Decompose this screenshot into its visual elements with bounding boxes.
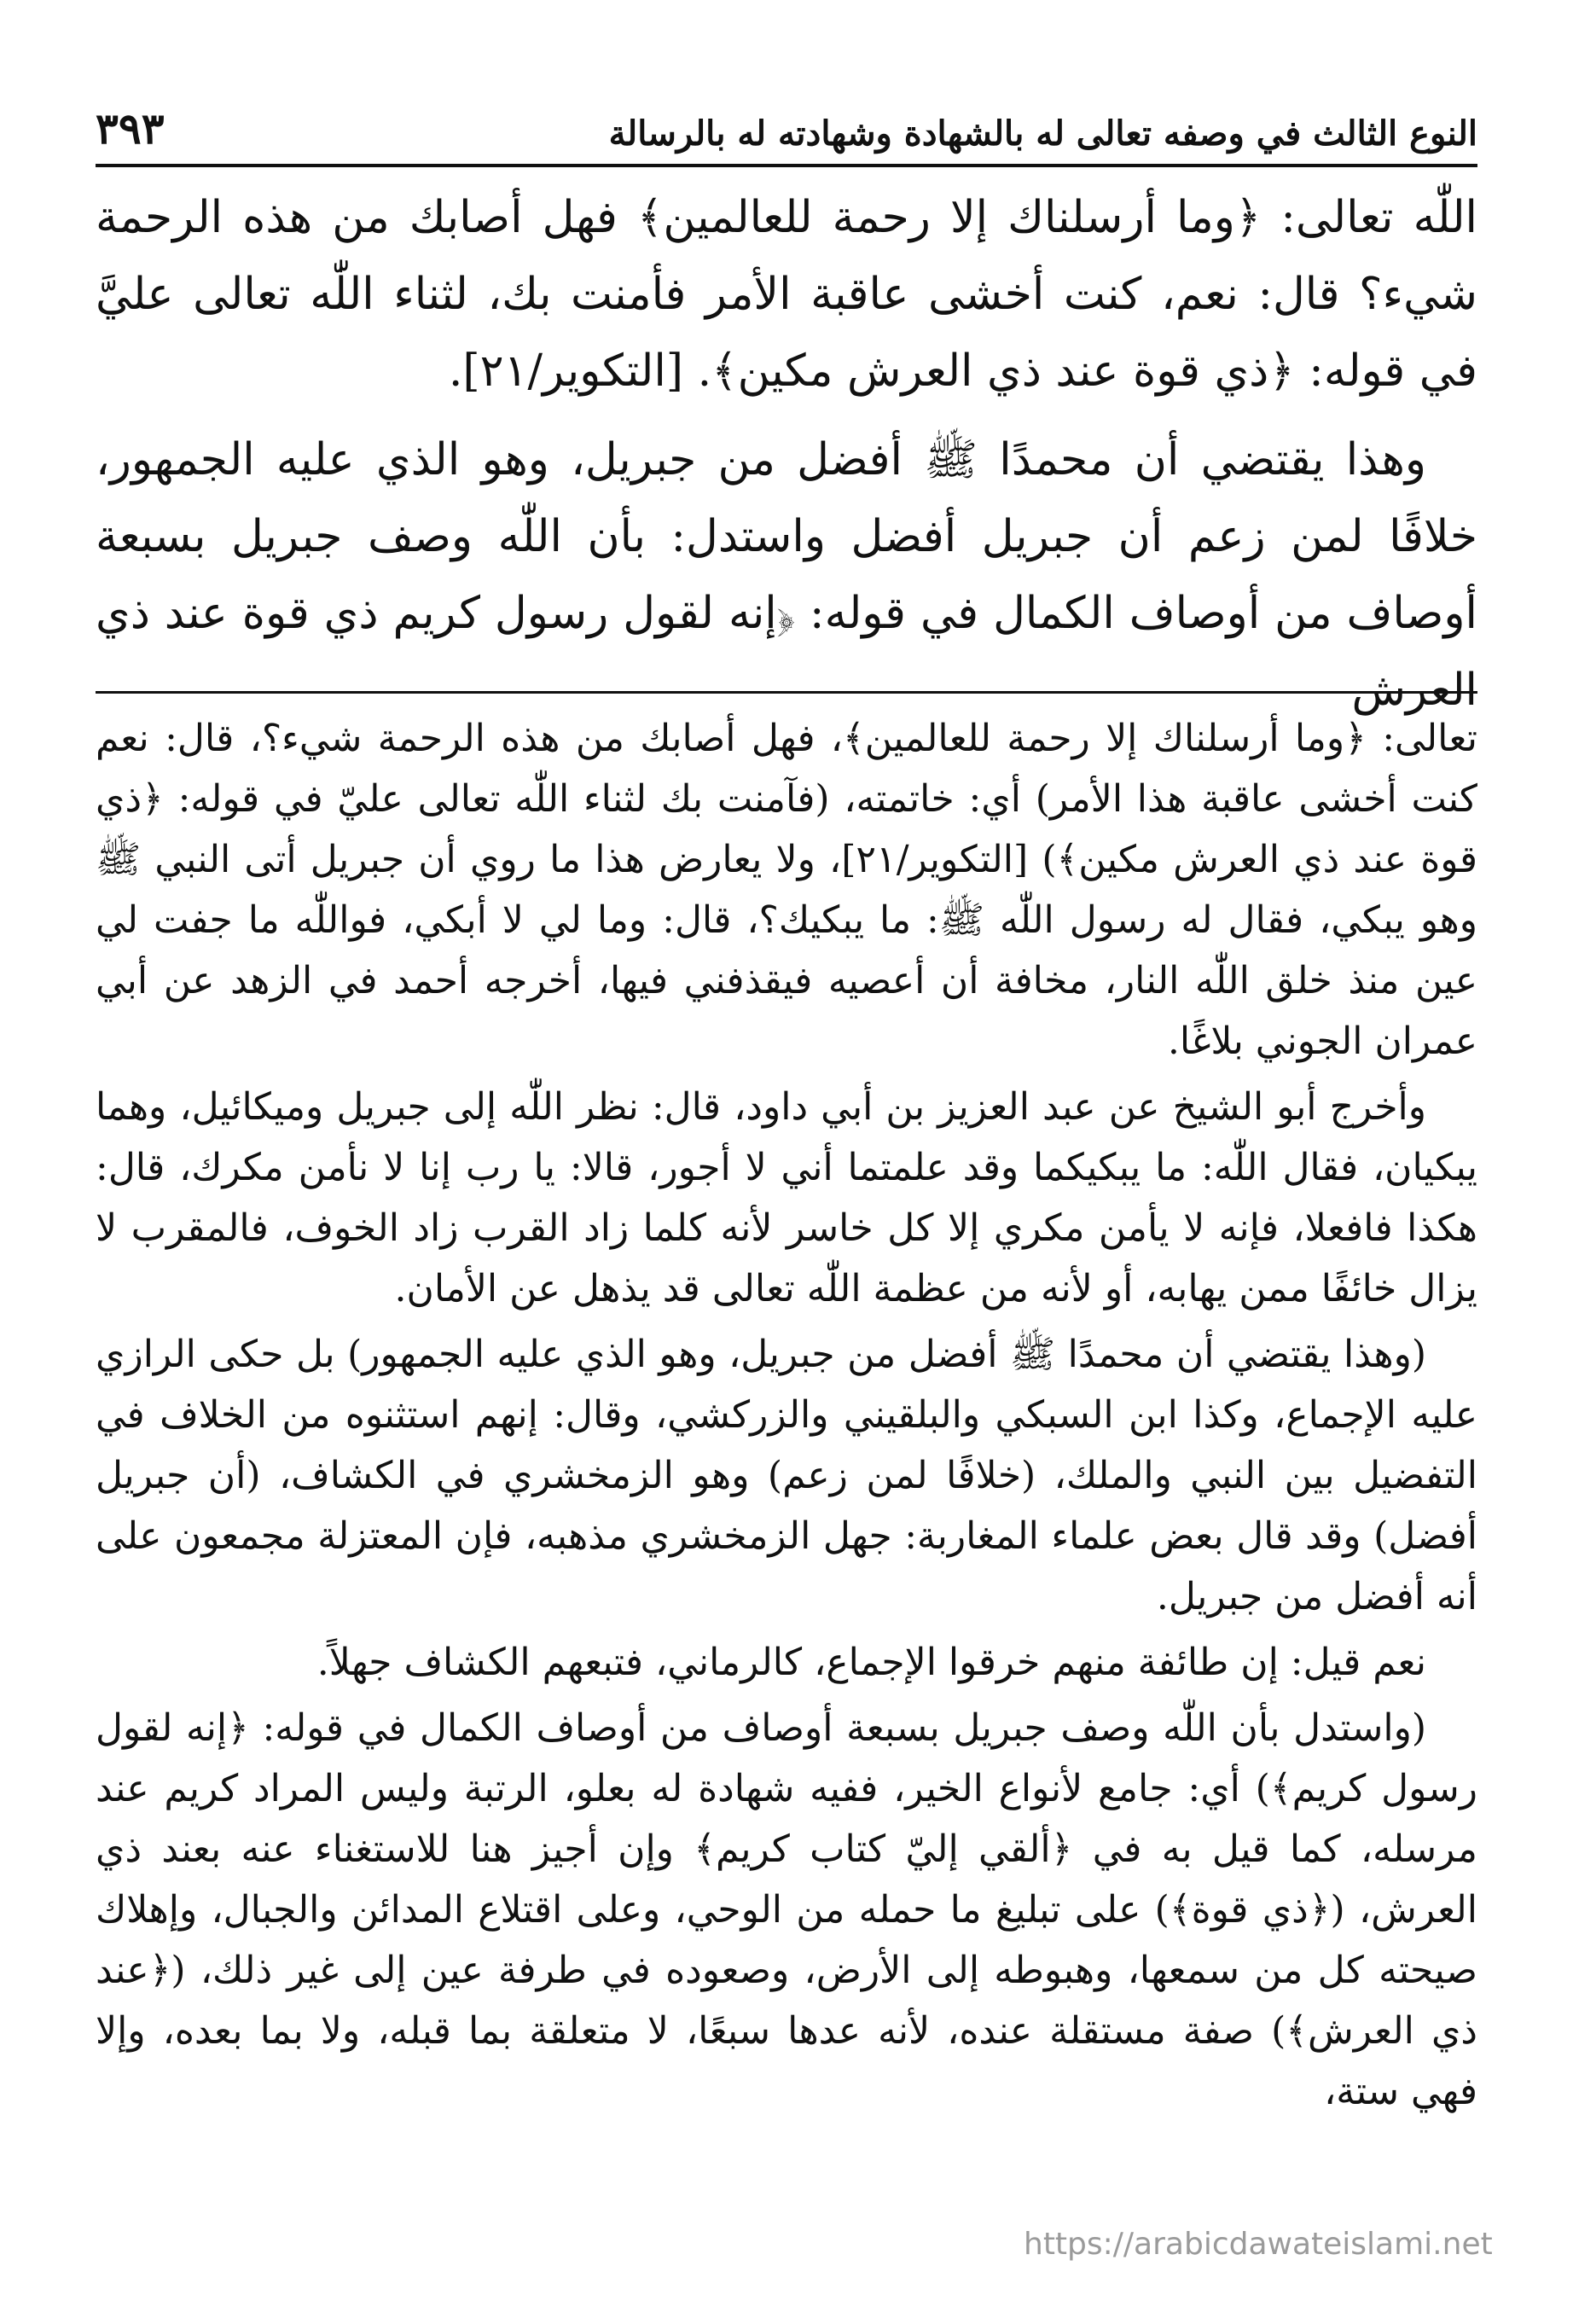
commentary-paragraph-3: (وهذا يقتضي أن محمدًا ﷺ أفضل من جبريل، وهو الذي عليه الجمهور) بل حكى الرازي عليه الإجماع، وكذا ابن السبكي والبلقيني والزركشي، وقال: إنهم استثنوه من الخلاف في التفضيل بين النبي والملك، (خلافًا لمن زعم) وهو الزمخشري في الكشاف، (أن جبريل أفضل) وقد قال بعض علماء المغاربة: جهل الزمخشري مذهبه، فإن المعتزلة مجمعون على أنه أفضل من جبريل. — [96, 1333, 1478, 1618]
page-header — [96, 85, 1477, 167]
commentary-paragraph-1: تعالى: ﴿وما أرسلناك إلا رحمة للعالمين﴾، فهل أصابك من هذه الرحمة شيء؟، قال: نعم كنت أخشى عاقبة هذا الأمر) أي: خاتمته، (فآمنت بك لثناء اللّٰه تعالى عليّ في قوله: ﴿ذي قوة عند ذي العرش مكين﴾) [التكوير/٢١]، ولا يعارض هذا ما روي أن جبريل أتى النبي ﷺ وهو يبكي، فقال له رسول اللّٰه ﷺ: ما يبكيك؟، قال: وما لي لا أبكي، فواللّٰه ما جفت لي عين منذ خلق اللّٰه النار، مخافة أن أعصيه فيقذفني فيها، أخرجه أحمد في الزهد عن أبي عمران الجوني بلاغًا. — [96, 717, 1478, 1063]
commentary-paragraph-5: (واستدل بأن اللّٰه وصف جبريل بسبعة أوصاف من أوصاف الكمال في قوله: ﴿إنه لقول رسول كريم﴾) أي: جامع لأنواع الخير، ففيه شهادة له بعلو، الرتبة وليس المراد كريم عند مرسله، كما قيل به في ﴿ألقي إليّ كتاب كريم﴾ وإن أجيز هنا للاستغناء عنه بعند ذي العرش، (﴿ذي قوة﴾) على تبليغ ما حمله من الوحي، وعلى اقتلاع المدائن والجبال، وإهلاك صيحته كل من سمعها، وهبوطه إلى الأرض، وصعوده في طرفة عين إلى غير ذلك، (﴿عند ذي العرش﴾) صفة مستقلة عنده، لأنه عدها سبعًا، لا متعلقة بما قبله، ولا بما بعده، وإلا فهي ستة، — [96, 1706, 1477, 2113]
commentary-paragraph-4: نعم قيل: إن طائفة منهم خرقوا الإجماع، كالرماني، فتبعهم الكشاف جهلاً. — [316, 1641, 1426, 1684]
watermark-url: https://arabicdawateislami.net — [1024, 2227, 1493, 2262]
running-title: النوع الثالث في وصفه تعالى له بالشهادة وشهادته له بالرسالة — [608, 113, 1477, 154]
main-text — [96, 179, 1477, 716]
page-number: ٣٩٣ — [96, 103, 165, 154]
section-divider — [96, 691, 1477, 694]
commentary-paragraph-2: وأخرج أبو الشيخ عن عبد العزيز بن أبي داود، قال: نظر اللّٰه إلى جبريل وميكائيل، وهما يبكيان، فقال اللّٰه: ما يبكيكما وقد علمتما أني لا أجور، قالا: يا رب إنا لا نأمن مكرك، قال: هكذا فافعلا، فإنه لا يأمن مكري إلا كل خاسر لأنه كلما زاد القرب زاد الخوف، فالمقرب لا يزال خائفًا ممن يهابه، أو لأنه من عظمة اللّٰه تعالى قد يذهل عن الأمان. — [96, 1085, 1477, 1310]
commentary-text — [96, 708, 1477, 2210]
main-paragraph-1: اللّٰه تعالى: ﴿وما أرسلناك إلا رحمة للعالمين﴾ فهل أصابك من هذه الرحمة شيء؟ قال: نعم، كنت أخشى عاقبة الأمر فأمنت بك، لثناء اللّٰه تعالى عليَّ في قوله: ﴿ذي قوة عند ذي العرش مكين﴾. [التكوير/٢١]. — [96, 192, 1477, 397]
main-paragraph-2: وهذا يقتضي أن محمدًا ﷺ أفضل من جبريل، وهو الذي عليه الجمهور، خلافًا لمن زعم أن جبريل أفضل واستدل: بأن اللّٰه وصف جبريل بسبعة أوصاف من أوصاف الكمال في قوله: ﴿إنه لقول رسول كريم ذي قوة عند ذي العرش — [96, 434, 1477, 716]
